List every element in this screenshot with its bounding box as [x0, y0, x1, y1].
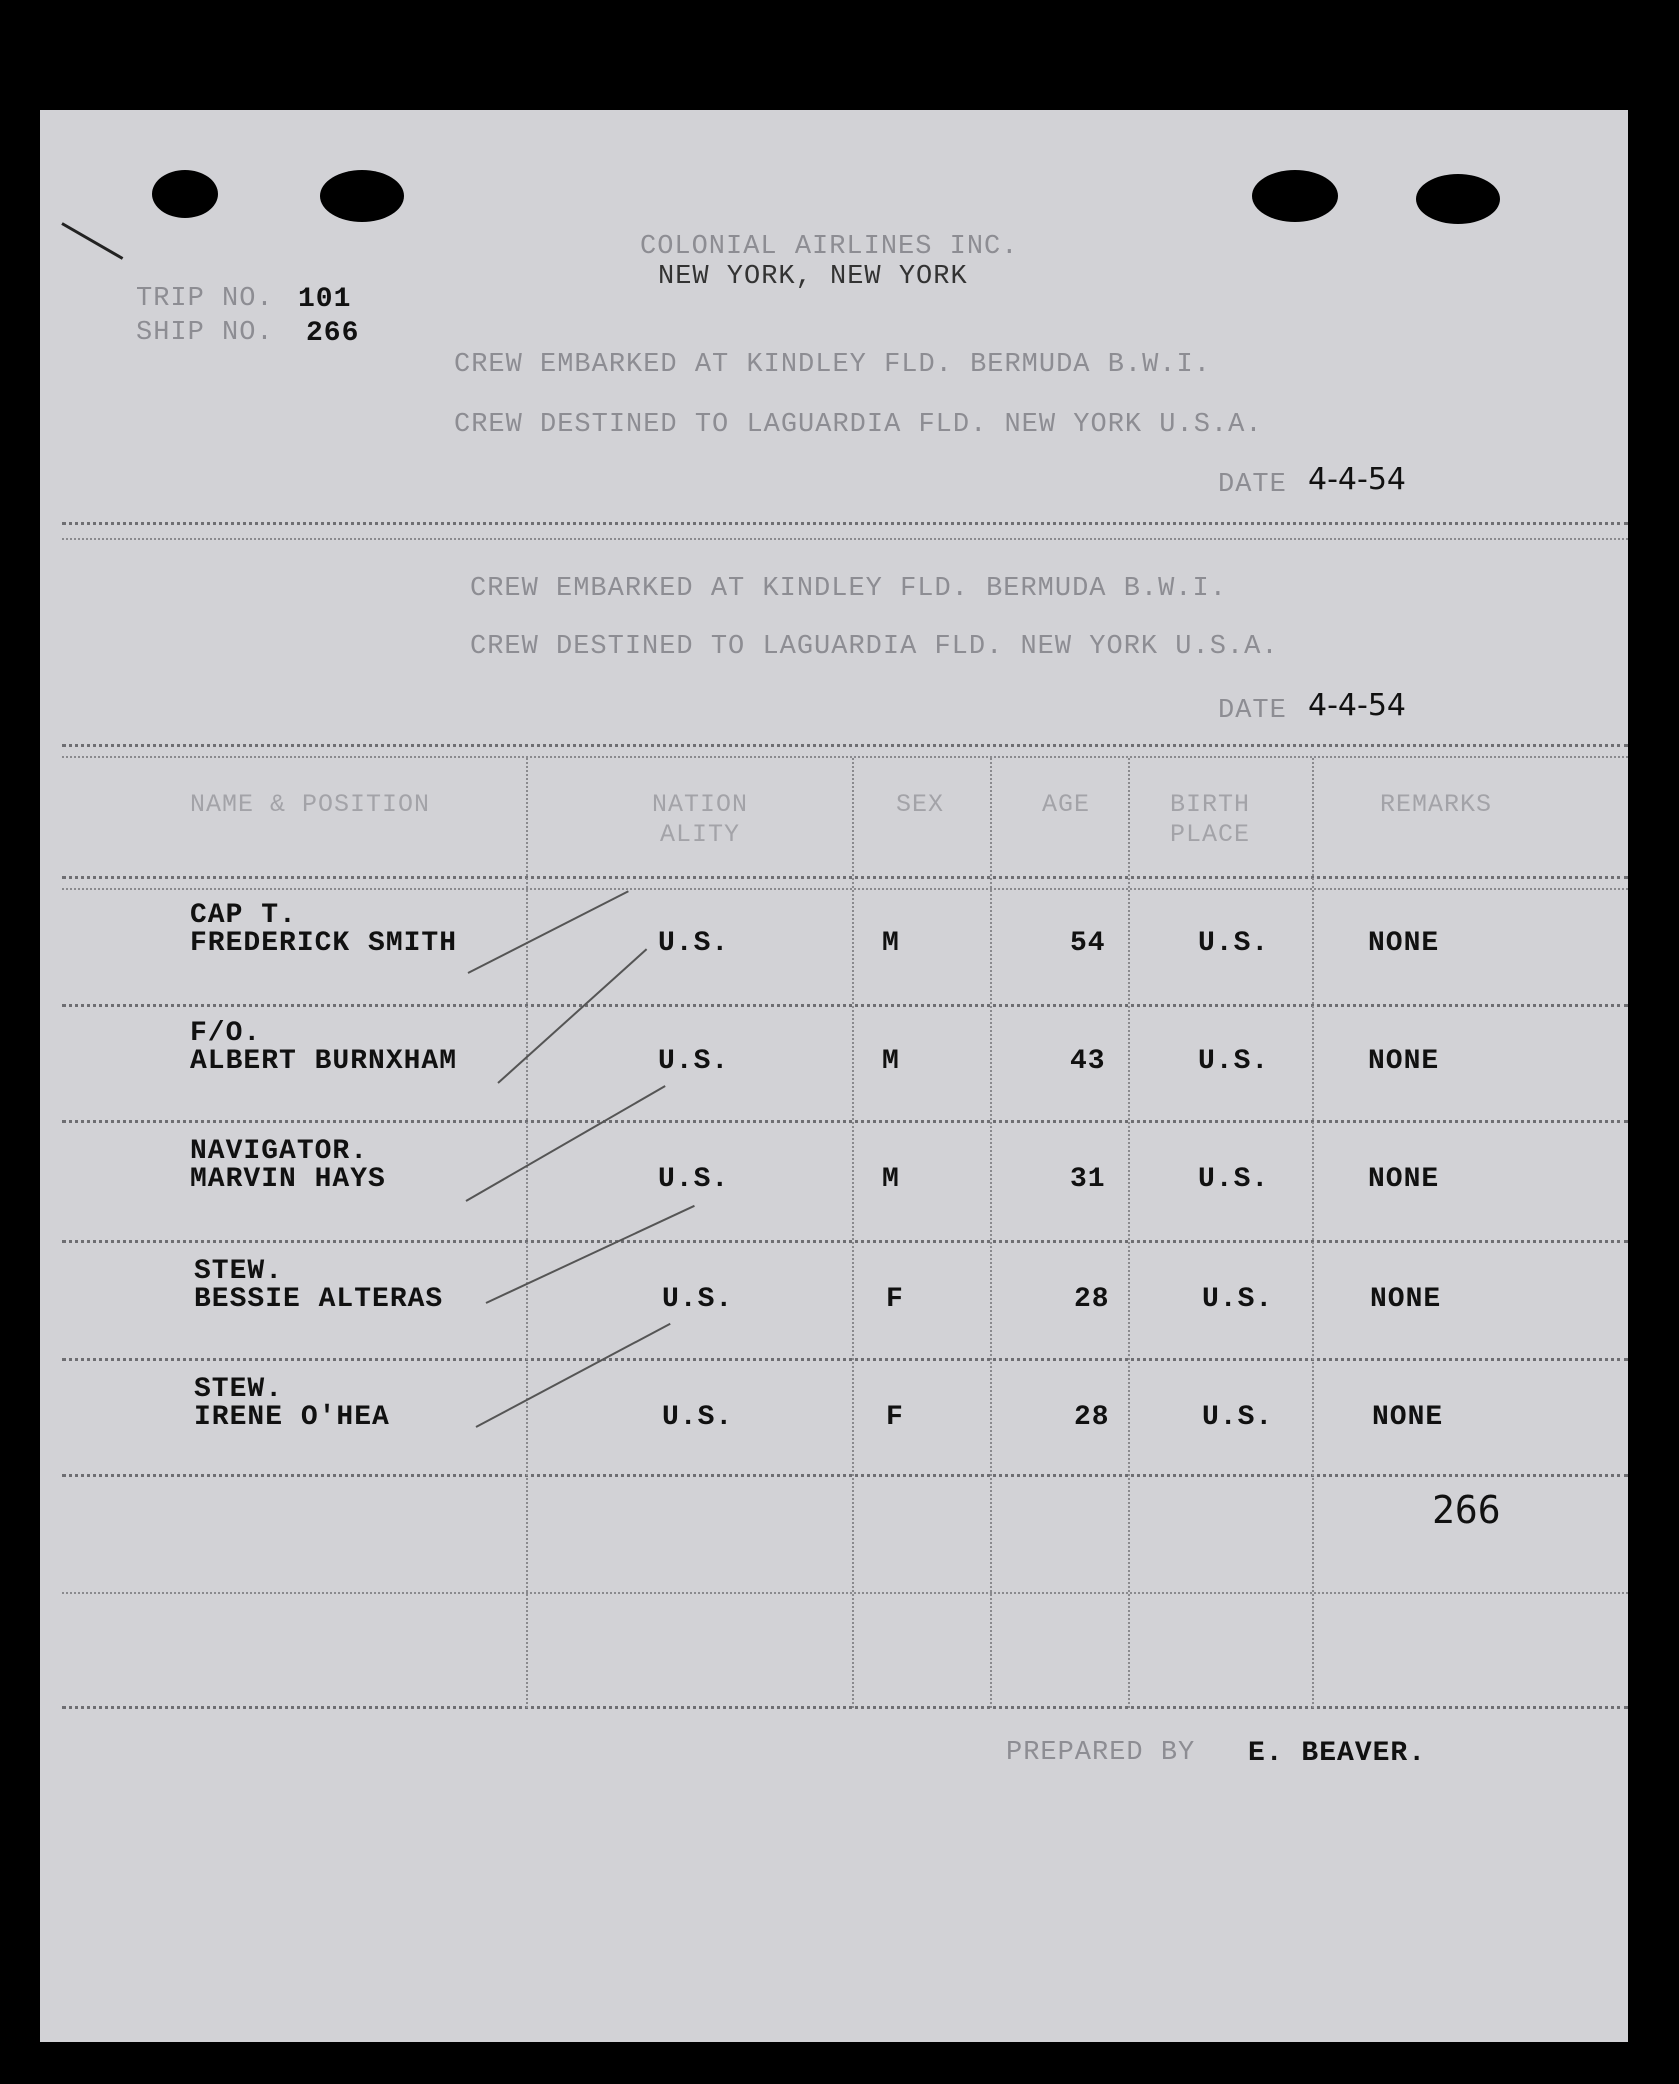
punch-hole: [1252, 170, 1338, 222]
column-rule: [990, 758, 992, 1708]
column-rule: [1312, 758, 1314, 1708]
row-rule: [62, 1358, 1628, 1361]
crew-age: 43: [1070, 1046, 1106, 1077]
column-header-sex: SEX: [896, 790, 945, 819]
column-header-remarks: REMARKS: [1380, 790, 1493, 819]
header-rule: [62, 888, 1628, 890]
trip-label: TRIP NO.: [136, 284, 274, 314]
crew-age: 31: [1070, 1164, 1106, 1195]
destined-line: CREW DESTINED TO LAGUARDIA FLD. NEW YORK U.S.A.: [454, 410, 1263, 440]
column-header-birthplace: BIRTH PLACE: [1169, 790, 1250, 849]
crew-sex: F: [886, 1402, 904, 1433]
company-city: NEW YORK, NEW YORK: [658, 262, 968, 292]
crew-nationality: U.S.: [658, 1046, 730, 1077]
crew-position: STEW.: [194, 1374, 284, 1405]
date-value: 4-4-54: [1308, 462, 1406, 497]
crew-remarks: NONE: [1368, 1046, 1440, 1077]
column-header-age: AGE: [1042, 790, 1091, 819]
prepared-by-label: PREPARED BY: [1006, 1738, 1196, 1768]
date-label: DATE: [1218, 696, 1287, 726]
crew-age: 28: [1074, 1284, 1110, 1315]
crew-name: BESSIE ALTERAS: [194, 1284, 444, 1315]
row-rule: [62, 1474, 1628, 1477]
punch-hole: [152, 170, 218, 218]
divider: [62, 538, 1628, 540]
ship-label: SHIP NO.: [136, 318, 274, 348]
header-rule: [62, 876, 1628, 879]
date-label: DATE: [1218, 470, 1287, 500]
crew-nationality: U.S.: [658, 1164, 730, 1195]
crew-birthplace: U.S.: [1198, 1046, 1270, 1077]
crew-birthplace: U.S.: [1198, 1164, 1270, 1195]
crew-sex: F: [886, 1284, 904, 1315]
punch-hole: [1416, 174, 1500, 224]
table-top-rule: [62, 756, 1628, 758]
crew-remarks: NONE: [1368, 1164, 1440, 1195]
embarked-line: CREW EMBARKED AT KINDLEY FLD. BERMUDA B.W.I.: [454, 350, 1211, 380]
crew-sex: M: [882, 928, 900, 959]
crew-age: 28: [1074, 1402, 1110, 1433]
destined-line: CREW DESTINED TO LAGUARDIA FLD. NEW YORK U.S.A.: [470, 632, 1279, 662]
punch-hole: [320, 170, 404, 222]
crew-position: STEW.: [194, 1256, 284, 1287]
embarked-line: CREW EMBARKED AT KINDLEY FLD. BERMUDA B.W.I.: [470, 574, 1227, 604]
crew-age: 54: [1070, 928, 1106, 959]
row-rule: [62, 1592, 1628, 1594]
crew-position: CAP T.: [190, 900, 297, 931]
crew-birthplace: U.S.: [1198, 928, 1270, 959]
crew-remarks: NONE: [1368, 928, 1440, 959]
crew-position: NAVIGATOR.: [190, 1136, 369, 1167]
prepared-by-name: E. BEAVER.: [1248, 1738, 1427, 1769]
trip-number: 101: [298, 284, 352, 315]
crew-sex: M: [882, 1164, 900, 1195]
crew-remarks: NONE: [1370, 1284, 1442, 1315]
column-header-name: NAME & POSITION: [190, 790, 431, 819]
crew-nationality: U.S.: [658, 928, 730, 959]
crew-nationality: U.S.: [662, 1402, 734, 1433]
ship-number: 266: [306, 318, 360, 349]
date-value: 4-4-54: [1308, 688, 1406, 723]
stamp-number: 266: [1432, 1488, 1501, 1532]
crew-nationality: U.S.: [662, 1284, 734, 1315]
crew-birthplace: U.S.: [1202, 1402, 1274, 1433]
row-rule: [62, 1240, 1628, 1243]
crew-name: MARVIN HAYS: [190, 1164, 386, 1195]
company-name: COLONIAL AIRLINES INC.: [640, 232, 1019, 262]
column-rule: [1128, 758, 1130, 1708]
column-rule: [526, 758, 528, 1708]
divider: [62, 522, 1628, 525]
table-bottom-rule: [62, 1706, 1628, 1709]
column-rule: [852, 758, 854, 1708]
crew-position: F/O.: [190, 1018, 262, 1049]
crew-name: ALBERT BURNXHAM: [190, 1046, 458, 1077]
crew-remarks: NONE: [1372, 1402, 1444, 1433]
crew-name: FREDERICK SMITH: [190, 928, 458, 959]
crew-sex: M: [882, 1046, 900, 1077]
crew-name: IRENE O'HEA: [194, 1402, 390, 1433]
row-rule: [62, 1120, 1628, 1123]
crew-birthplace: U.S.: [1202, 1284, 1274, 1315]
row-rule: [62, 1004, 1628, 1007]
column-header-nationality: NATION ALITY: [651, 790, 748, 849]
table-top-rule: [62, 744, 1628, 747]
